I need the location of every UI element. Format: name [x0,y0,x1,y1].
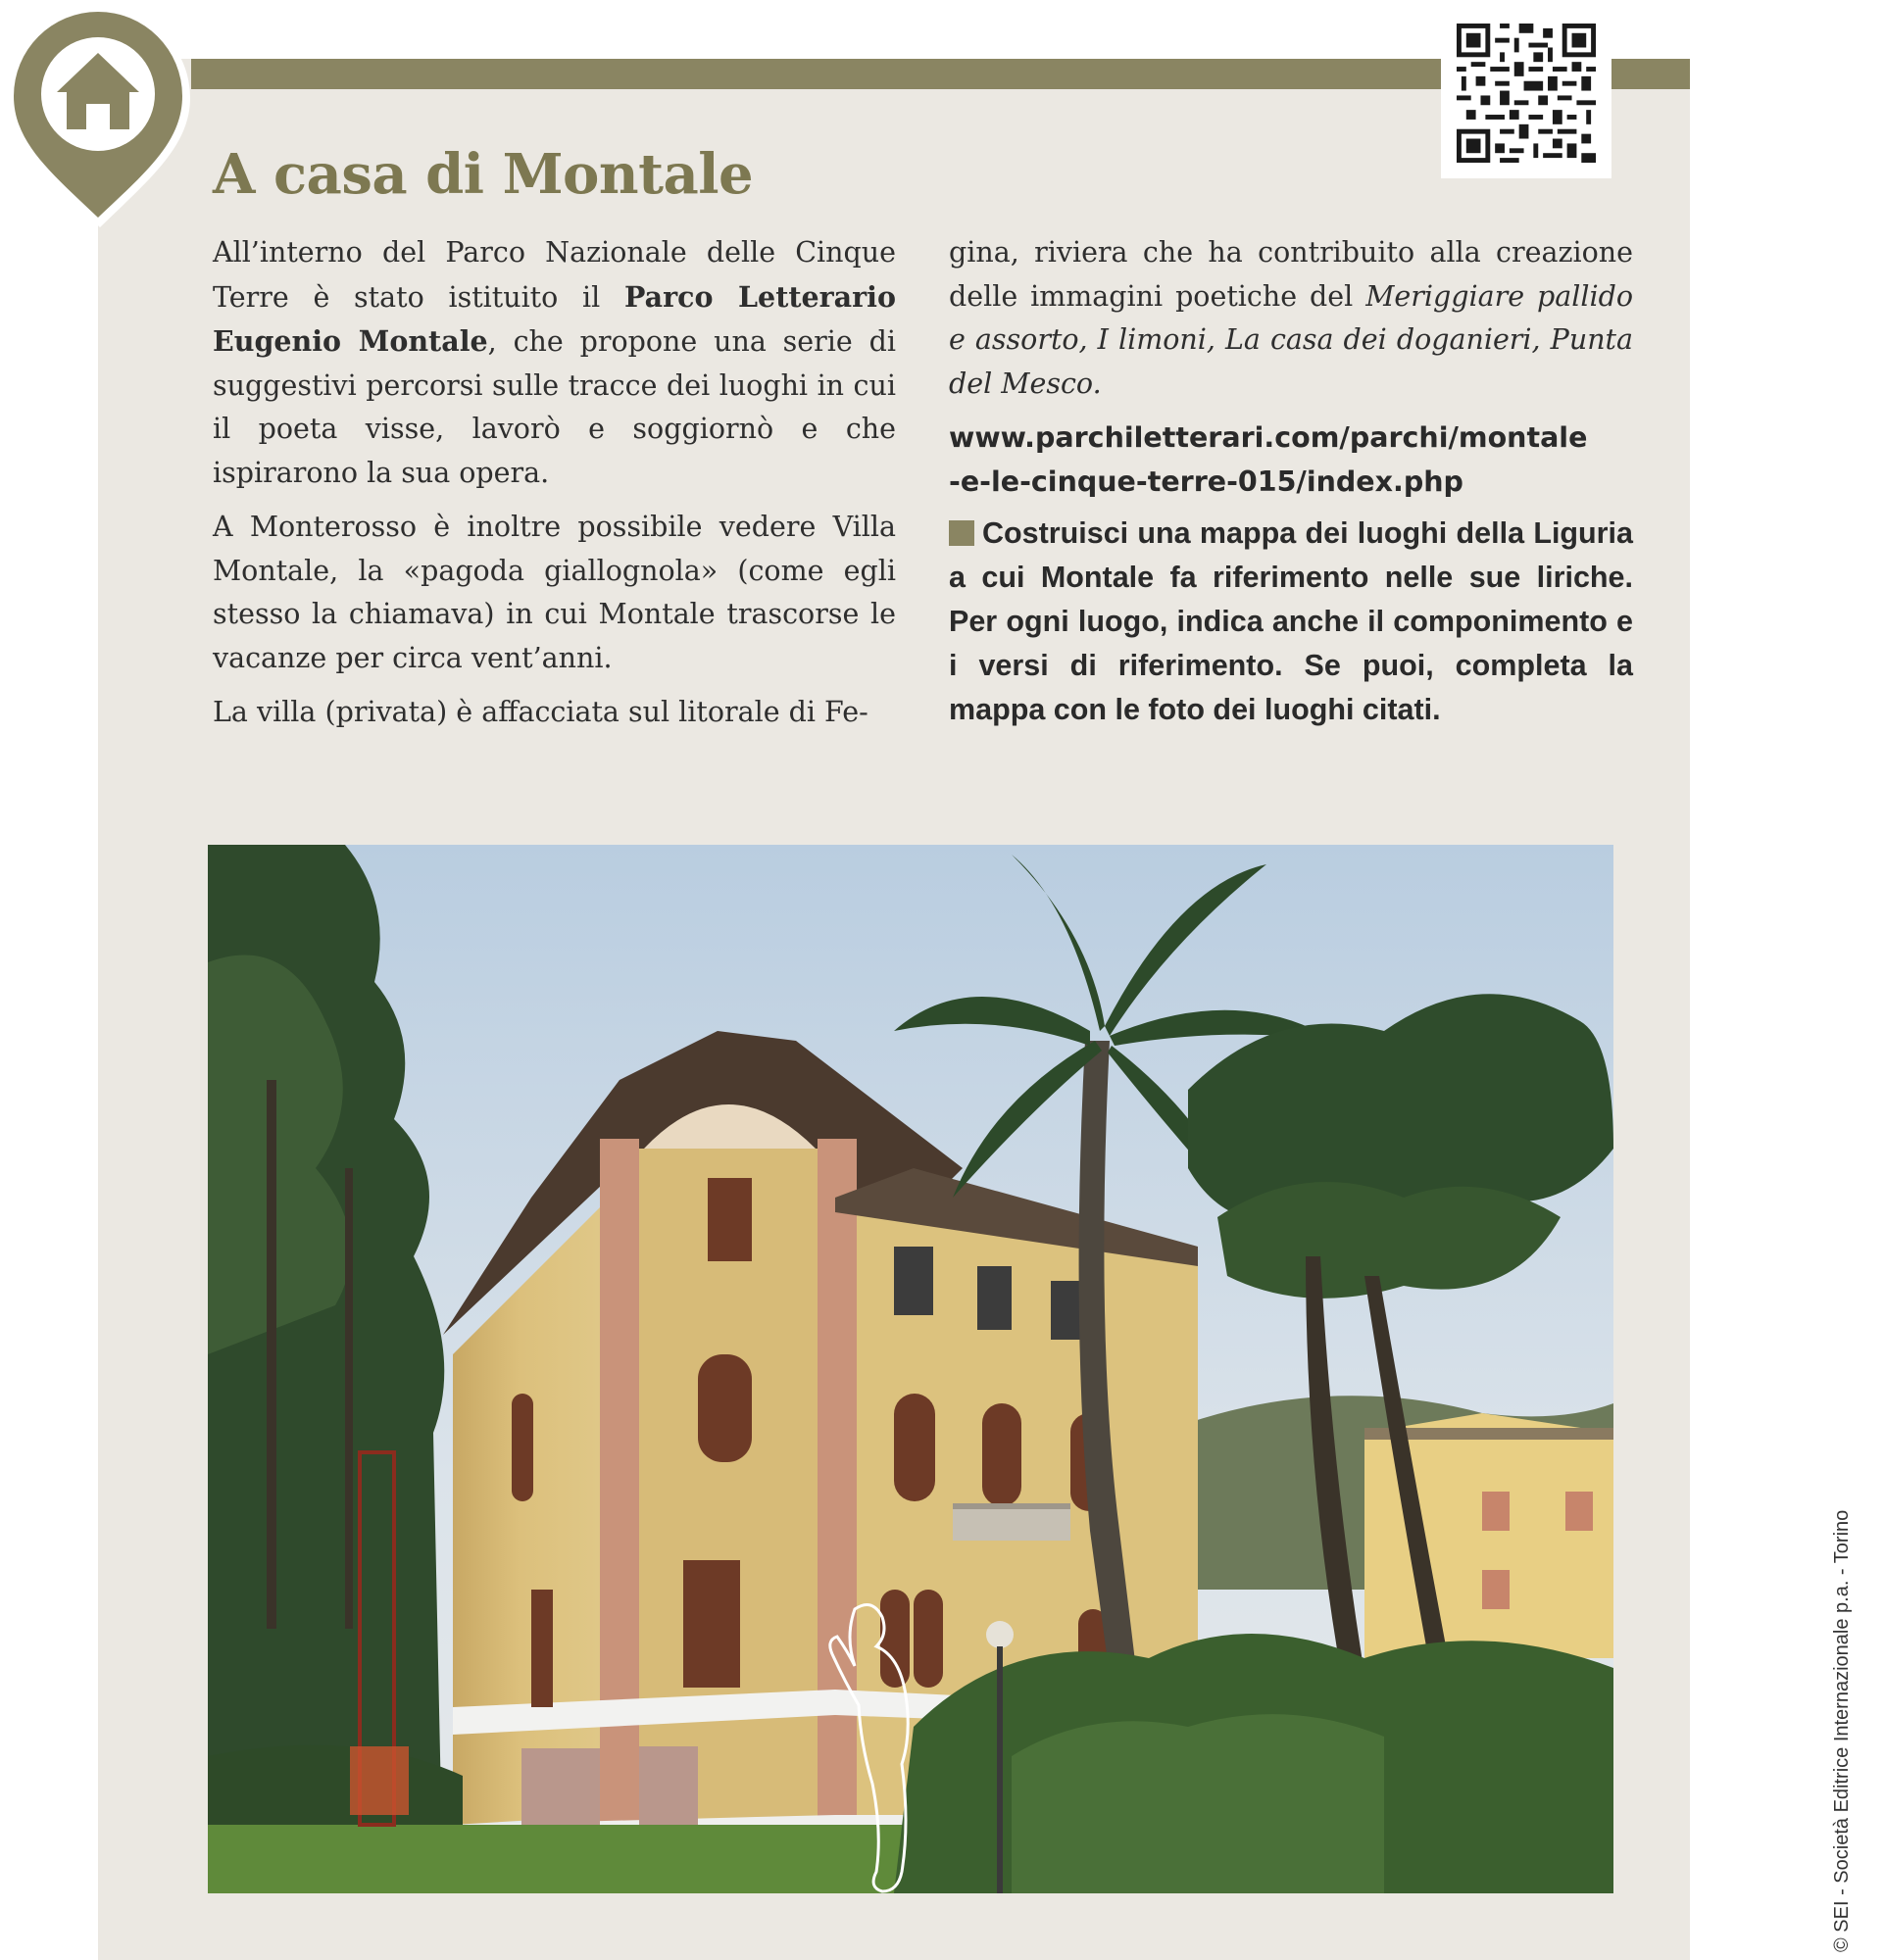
activity-task [949,512,1633,732]
url-line: -e-le-cinque-terre-015/index.php [949,465,1463,498]
text: gina, riviera che ha contribuito alla creazione delle immagini poetiche del [949,236,1633,313]
copyright-credit: © SEI - Società Editrice Internazionale p.a. - Torino [1831,1509,1853,1952]
paragraph-villa: A Monterosso è inoltre possibile vedere Villa Montale, la «pagoda giallognola» (come egli stesso la chiamava) in cui Montale trascorse le vacanze per circa vent’anni. [213,511,896,674]
left-column [213,231,896,746]
page-title: A casa di Montale [213,142,754,207]
task-text: Costruisci una mappa dei luoghi della Liguria a cui Montale fa riferimento nelle sue liriche. Per ogni luogo, indica anche il componimento e i versi di riferimento. Se puoi, completa la mappa con le foto dei luoghi citati. [949,516,1633,726]
home-location-pin-icon [0,0,201,233]
text: All’interno del Parco Nazionale delle Cinque Terre è stato istituito il [213,236,896,314]
villa-montale-photo [208,845,1613,1893]
paragraph-riviera [949,231,1633,406]
paragraph-parco [213,231,896,495]
right-column [949,231,1633,743]
qr-code[interactable] [1441,10,1611,178]
text: , che propone una serie di suggestivi percorsi sulle tracce dei luoghi in cui il poeta visse, lavorò e soggiornò e che ispirarono la sua opera. [213,325,896,489]
paragraph-litorale: La villa (privata) è affacciata sul litorale di Fe- [213,696,868,728]
qr-code-icon [1457,24,1596,163]
url-line: www.parchiletterari.com/parchi/montale [949,421,1588,454]
poem-titles: Meriggiare pallido e assorto, I limoni, La casa dei doganieri, Punta del Mesco. [949,279,1633,400]
parco-name: Parco Letterario Eugenio Montale [213,279,896,358]
website-link[interactable] [949,416,1633,504]
bullet-square-icon [949,520,974,546]
